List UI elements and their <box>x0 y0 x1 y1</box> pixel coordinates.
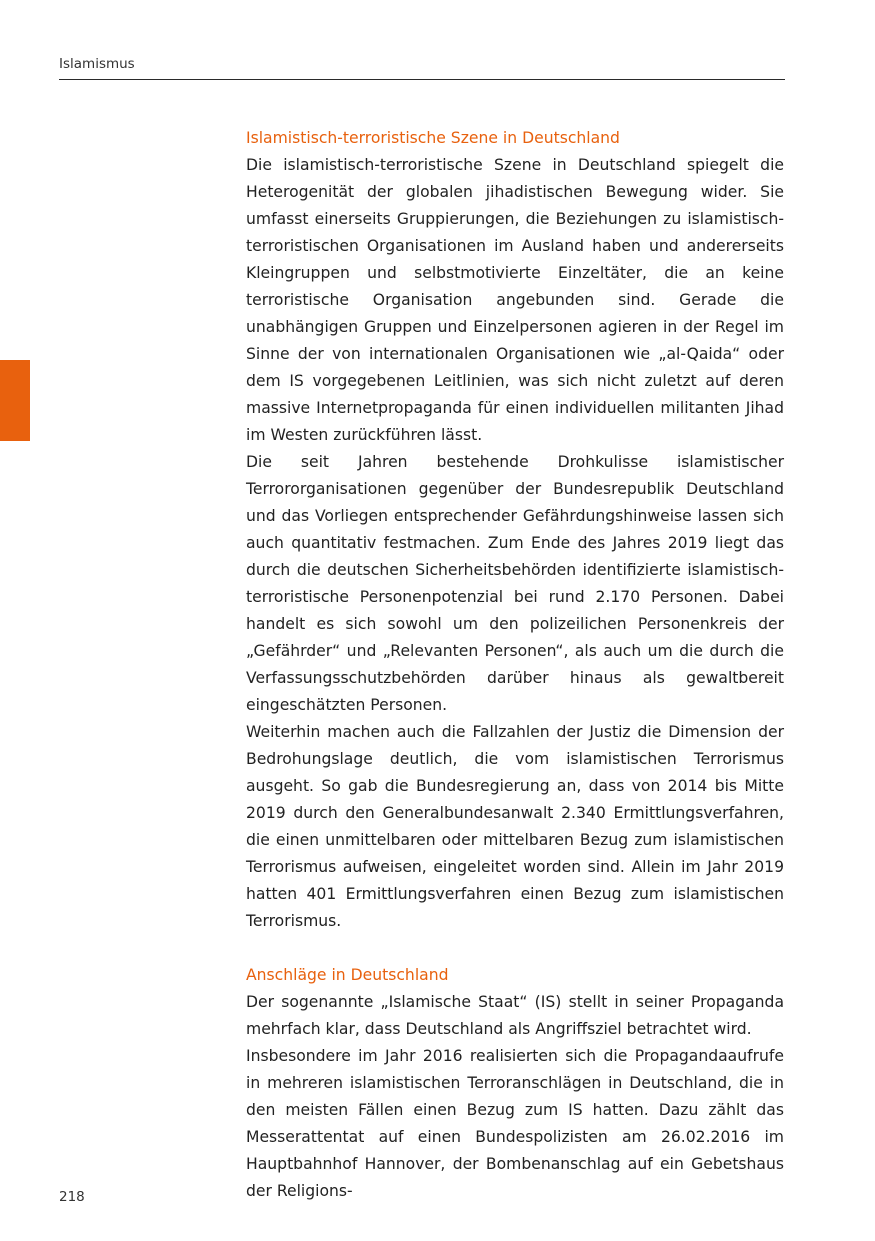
section-terror-scene <box>246 125 784 935</box>
section-heading: Islamistisch-terroristische Szene in Deutschland <box>246 129 620 147</box>
main-content <box>246 125 784 1205</box>
paragraph: Der sogenannte „Islamische Staat“ (IS) stellt in seiner Propaganda mehrfach klar, dass Deutschland als Angriffsziel betrachtet wird. <box>246 993 784 1038</box>
section-heading: Anschläge in Deutschland <box>246 966 449 984</box>
paragraph: Insbesondere im Jahr 2016 realisierten sich die Propagandaaufrufe in mehreren islamistischen Terroranschlägen in Deutschland, die in den meisten Fällen einen Bezug zum IS hatten. Dazu zählt das Messerattentat auf einen Bundespolizisten am 26.02.2016 im Hauptbahnhof Hannover, der Bombenanschlag auf ein Gebetshaus der Religions- <box>246 1047 784 1200</box>
paragraph: Die islamistisch-terroristische Szene in Deutschland spiegelt die Heterogenität der globalen jihadistischen Bewegung wider. Sie umfasst einerseits Gruppierungen, die Beziehungen zu islamistisch-terroristischen Organisationen im Ausland haben und andererseits Kleingruppen und selbstmotivierte Einzeltäter, die an keine terroristische Organisation angebunden sind. Gerade die unabhängigen Gruppen und Einzelpersonen agieren in der Regel im Sinne der von internationalen Organisationen wie „al-Qaida“ oder dem IS vorgegebenen Leitlinien, was sich nicht zuletzt auf deren massive Internetpropaganda für einen individuellen militanten Jihad im Westen zurückführen lässt. <box>246 156 784 444</box>
paragraph: Weiterhin machen auch die Fallzahlen der Justiz die Dimension der Bedrohungslage deutlich, die vom islamistischen Terrorismus ausgeht. So gab die Bundesregierung an, dass von 2014 bis Mitte 2019 durch den Generalbundesanwalt 2.340 Ermittlungsverfahren, die einen unmittelbaren oder mittelbaren Bezug zum islamistischen Terrorismus aufweisen, eingeleitet worden sind. Allein im Jahr 2019 hatten 401 Ermittlungsverfahren einen Bezug zum islamistischen Terrorismus. <box>246 723 784 930</box>
running-header: Islamismus <box>59 56 135 72</box>
chapter-marker-tab <box>0 360 30 441</box>
section-attacks <box>246 962 784 1205</box>
paragraph: Die seit Jahren bestehende Drohkulisse islamistischer Terrororganisationen gegenüber der Bundesrepublik Deutschland und das Vorliegen entsprechender Gefährdungshinweise lassen sich auch quantitativ festmachen. Zum Ende des Jahres 2019 liegt das durch die deutschen Sicherheitsbehörden identifizierte islamistisch-terroristische Personenpotenzial bei rund 2.170 Personen. Dabei handelt es sich sowohl um den polizeilichen Personenkreis der „Gefährder“ und „Relevanten Personen“, als auch um die durch die Verfassungsschutzbehörden darüber hinaus als gewaltbereit eingeschätzten Personen. <box>246 453 784 714</box>
header-rule <box>59 79 785 80</box>
page-number: 218 <box>59 1189 85 1205</box>
